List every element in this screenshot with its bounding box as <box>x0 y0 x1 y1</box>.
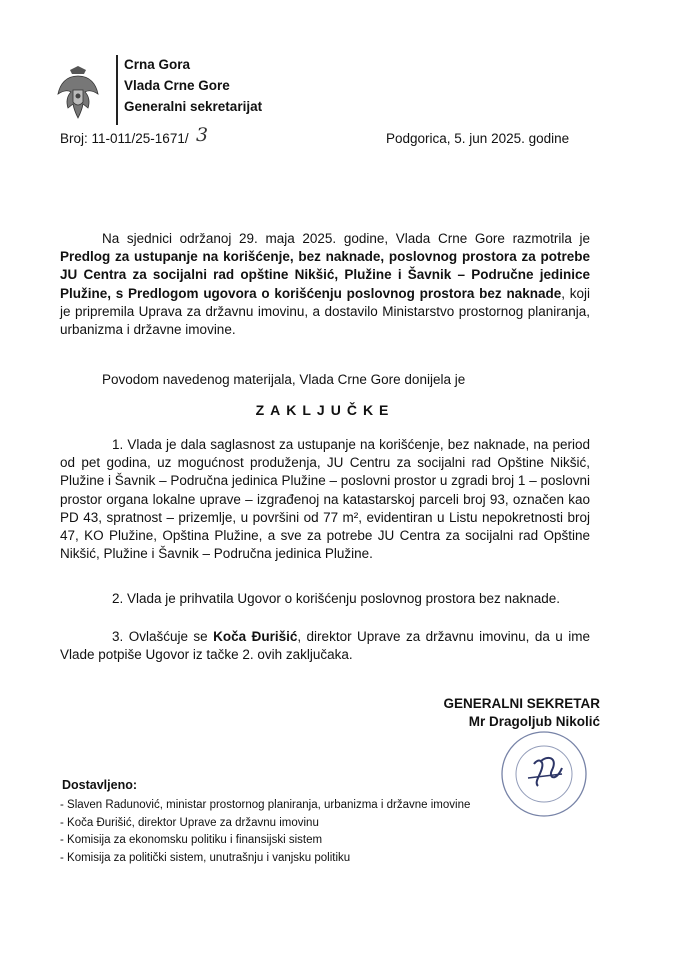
distribution-item: - Slaven Radunović, ministar prostornog planiranja, urbanizma i državne imovine <box>60 797 470 815</box>
signatory-name: Mr Dragoljub Nikolić <box>468 714 600 729</box>
distribution-label: Dostavljeno: <box>62 778 138 792</box>
header-country: Crna Gora <box>124 57 191 72</box>
conclusion-item-3 <box>60 628 590 664</box>
item3-text-a: 3. Ovlašćuje se <box>112 629 214 644</box>
distribution-item: - Koča Đurišić, direktor Uprave za državnu imovinu <box>60 815 470 833</box>
coat-of-arms-icon <box>56 64 100 122</box>
header-divider <box>116 55 118 125</box>
header-secretariat: Generalni sekretarijat <box>124 99 263 114</box>
intro-text-a: Na sjednici održanoj 29. maja 2025. godine, Vlada Crne Gore razmotrila je <box>102 231 590 246</box>
decision-title: ZAKLJUČKE <box>255 402 395 418</box>
intro-text-b: , koji je pripremila Uprava za državnu imovinu, a dostavilo Ministarstvo prostornog planiranja, urbanizma i državne imovine. <box>60 285 590 338</box>
conclusion-item-2: 2. Vlada je prihvatila Ugovor o korišćenju poslovnog prostora bez naknade. <box>112 591 561 606</box>
distribution-item: - Komisija za politički sistem, unutrašnju i vanjsku politiku <box>60 850 470 868</box>
reference-number: Broj: 11-011/25-1671/ <box>60 131 189 146</box>
handwritten-reference-suffix: 3 <box>196 124 209 146</box>
decision-intro: Povodom navedenog materijala, Vlada Crne Gore donijela je <box>102 372 466 387</box>
distribution-item: - Komisija za ekonomsku politiku i finansijski sistem <box>60 832 470 850</box>
place-date: Podgorica, 5. jun 2025. godine <box>386 131 570 146</box>
intro-paragraph <box>60 230 590 339</box>
item3-name: Koča Đurišić <box>213 629 298 644</box>
item3-text-b: , direktor Uprave za državnu imovinu, da u ime Vlade potpiše Ugovor iz tačke 2. ovih zaključaka. <box>60 629 591 663</box>
distribution-list <box>60 797 470 867</box>
signatory-title: GENERALNI SEKRETAR <box>443 696 600 711</box>
header-government: Vlada Crne Gore <box>124 78 230 93</box>
conclusion-item-1: 1. Vlada je dala saglasnost za ustupanje na korišćenje, bez naknade, na period od pet godina, uz mogućnost produženja, JU Centru za socijalni rad Opštine Nikšić, Plužine i Šavnik – Područna jedinica Plužine – poslovni prostor u zgradi broj 1 – poslovni prostor organa lokalne uprave – izgrađenoj na katastarskoj parceli broj 93, označen kao PD 43, spratnost – prizemlje, u površini od 77 m², evidentiran u Listu nepokretnosti broj 47, KO Plužine, Opština Plužine, a sve za potrebe JU Centra za socijalni rad Opštine Nikšić, Plužine i Šavnik – Područna jedinica Plužine. <box>60 437 590 562</box>
official-stamp-icon <box>498 728 590 820</box>
intro-subject: Predlog za ustupanje na korišćenje, bez naknade, poslovnog prostora za potrebe JU Centra za socijalni rad opštine Nikšić, Plužine i Šavnik – Područne jedinice Plužine, s Predlogom ugovora o korišćenju poslovnog prostora bez naknade <box>60 249 590 301</box>
